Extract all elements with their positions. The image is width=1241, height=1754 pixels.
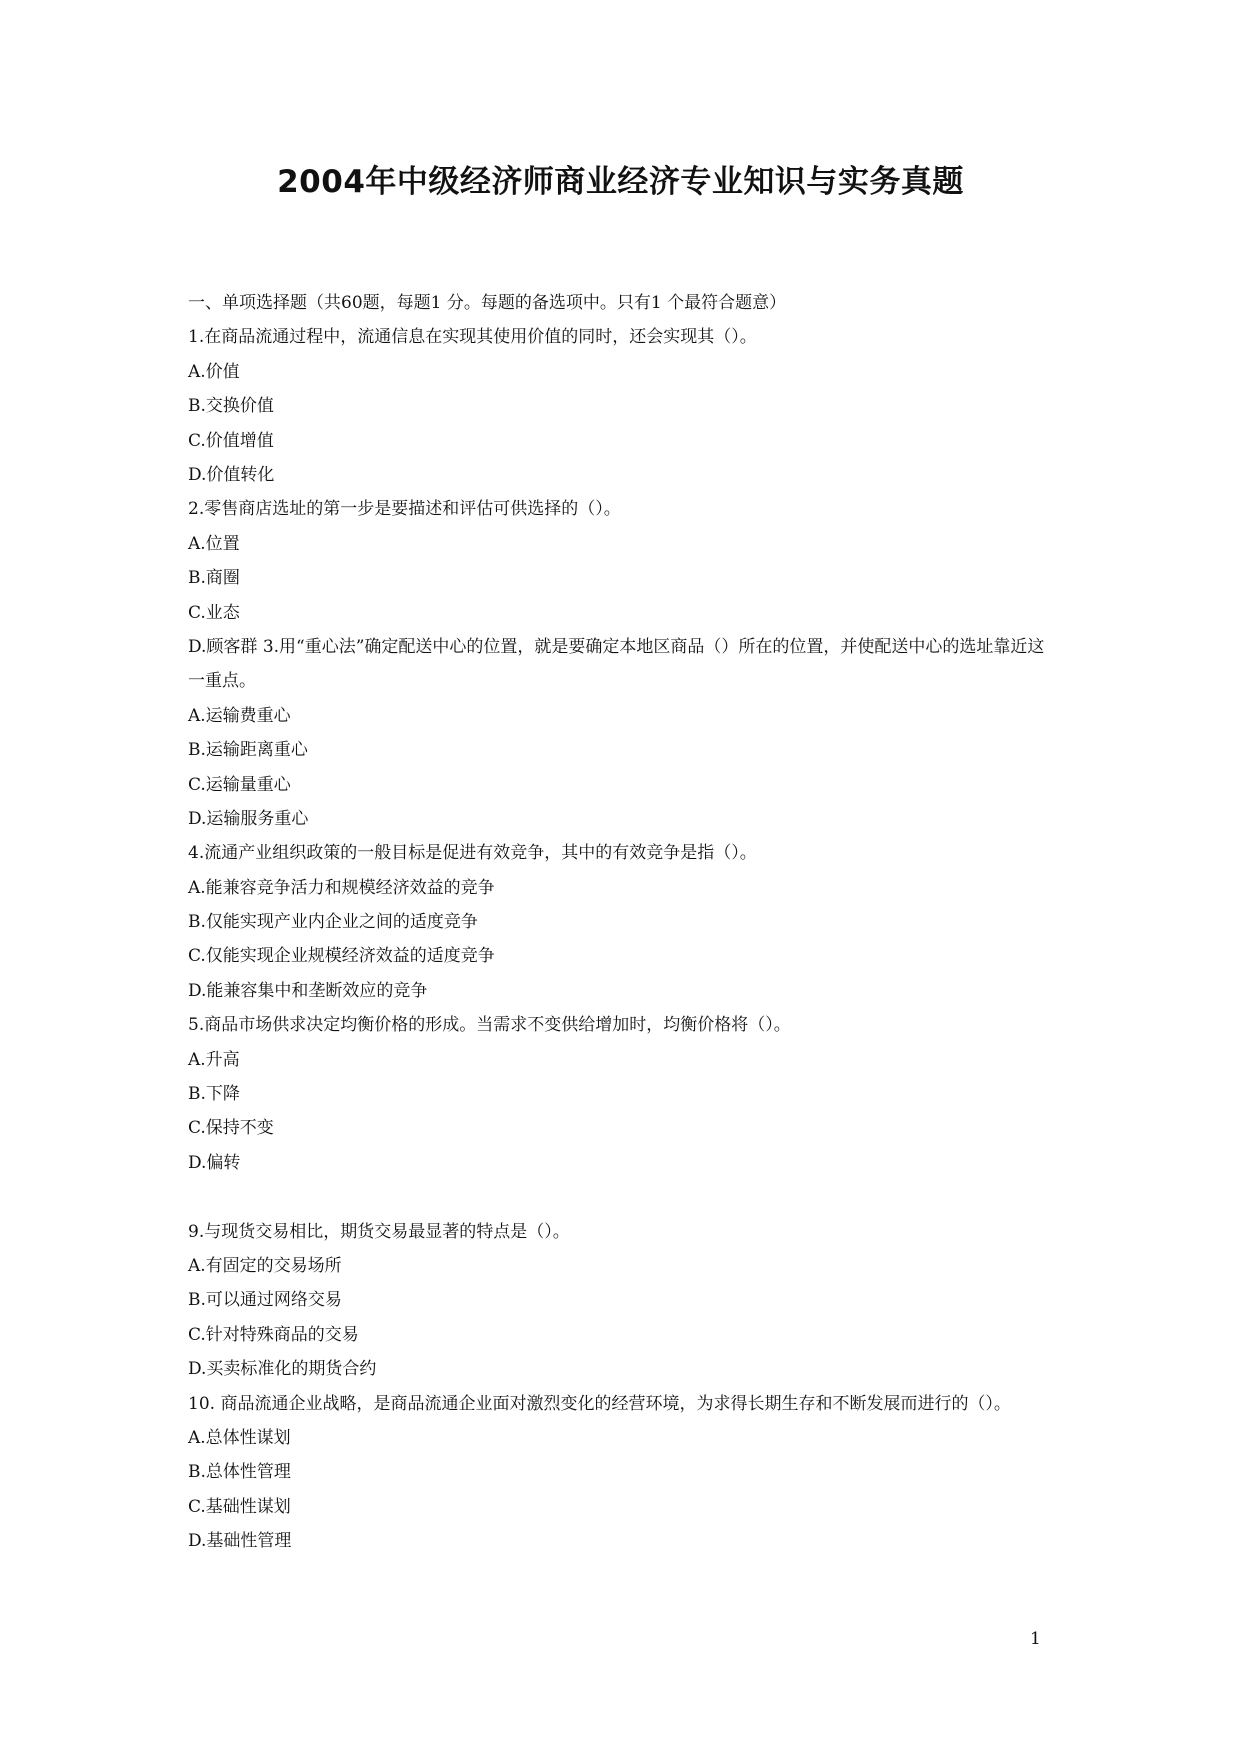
question-block — [188, 836, 1058, 1008]
question-stem: 4.流通产业组织政策的一般目标是促进有效竞争，其中的有效竞争是指（）。 — [188, 843, 757, 864]
question-block — [188, 320, 1058, 492]
answer-option: B.商圈 — [188, 568, 240, 589]
answer-option: A.价值 — [188, 361, 240, 382]
answer-option: B.运输距离重心 — [188, 740, 308, 761]
answer-option: B.下降 — [188, 1084, 240, 1105]
answer-option: A.升高 — [188, 1049, 240, 1070]
answer-option: D.价值转化 — [188, 464, 275, 485]
answer-option: A.能兼容竞争活力和规模经济效益的竞争 — [188, 877, 495, 898]
blank-line — [188, 1180, 1058, 1214]
question-block — [188, 1387, 1058, 1559]
question-stem: 1.在商品流通过程中，流通信息在实现其使用价值的同时，还会实现其（）。 — [188, 327, 757, 348]
document-title: 2004年中级经济师商业经济专业知识与实务真题 — [277, 164, 964, 200]
question-block — [188, 630, 1058, 836]
answer-option: B.仅能实现产业内企业之间的适度竞争 — [188, 912, 478, 933]
answer-option: C.保持不变 — [188, 1118, 274, 1139]
question-block — [188, 1008, 1058, 1180]
page-number: 1 — [1030, 1629, 1041, 1649]
question-stem: 9.与现货交易相比，期货交易最显著的特点是（）。 — [188, 1221, 570, 1242]
answer-option: B.总体性管理 — [188, 1462, 291, 1483]
answer-option: A.运输费重心 — [188, 705, 291, 726]
answer-option: D.运输服务重心 — [188, 808, 309, 829]
answer-option: A.有固定的交易场所 — [188, 1255, 342, 1276]
question-block — [188, 492, 1058, 630]
question-stem: 5.商品市场供求决定均衡价格的形成。当需求不变供给增加时，均衡价格将（）。 — [188, 1015, 791, 1036]
answer-option: A.位置 — [188, 533, 240, 554]
answer-option: C.基础性谋划 — [188, 1496, 291, 1517]
answer-option: C.仅能实现企业规模经济效益的适度竞争 — [188, 946, 495, 967]
question-stem: 2.零售商店选址的第一步是要描述和评估可供选择的（）。 — [188, 499, 621, 520]
section-heading: 一、单项选择题（共60题，每题1 分。每题的备选项中。只有1 个最符合题意） — [188, 293, 787, 313]
question-stem: D.顾客群 3.用“重心法”确定配送中心的位置，就是要确定本地区商品（）所在的位置，并使配送中心的选址靠近这一重点。 — [188, 636, 1045, 692]
answer-option: C.业态 — [188, 602, 240, 623]
question-stem: 10. 商品流通企业战略，是商品流通企业面对激烈变化的经营环境，为求得长期生存和不断发展而进行的（）。 — [188, 1393, 1011, 1414]
answer-option: C.运输量重心 — [188, 774, 291, 795]
answer-option: D.基础性管理 — [188, 1531, 292, 1552]
answer-option: D.能兼容集中和垄断效应的竞争 — [188, 980, 428, 1001]
answer-option: D.买卖标准化的期货合约 — [188, 1359, 377, 1380]
answer-option: C.价值增值 — [188, 430, 274, 451]
answer-option: D.偏转 — [188, 1152, 241, 1173]
answer-option: A.总体性谋划 — [188, 1427, 291, 1448]
answer-option: B.可以通过网络交易 — [188, 1290, 342, 1311]
question-block — [188, 1215, 1058, 1387]
answer-option: C.针对特殊商品的交易 — [188, 1324, 359, 1345]
answer-option: B.交换价值 — [188, 396, 274, 417]
document-body — [188, 286, 1058, 1559]
